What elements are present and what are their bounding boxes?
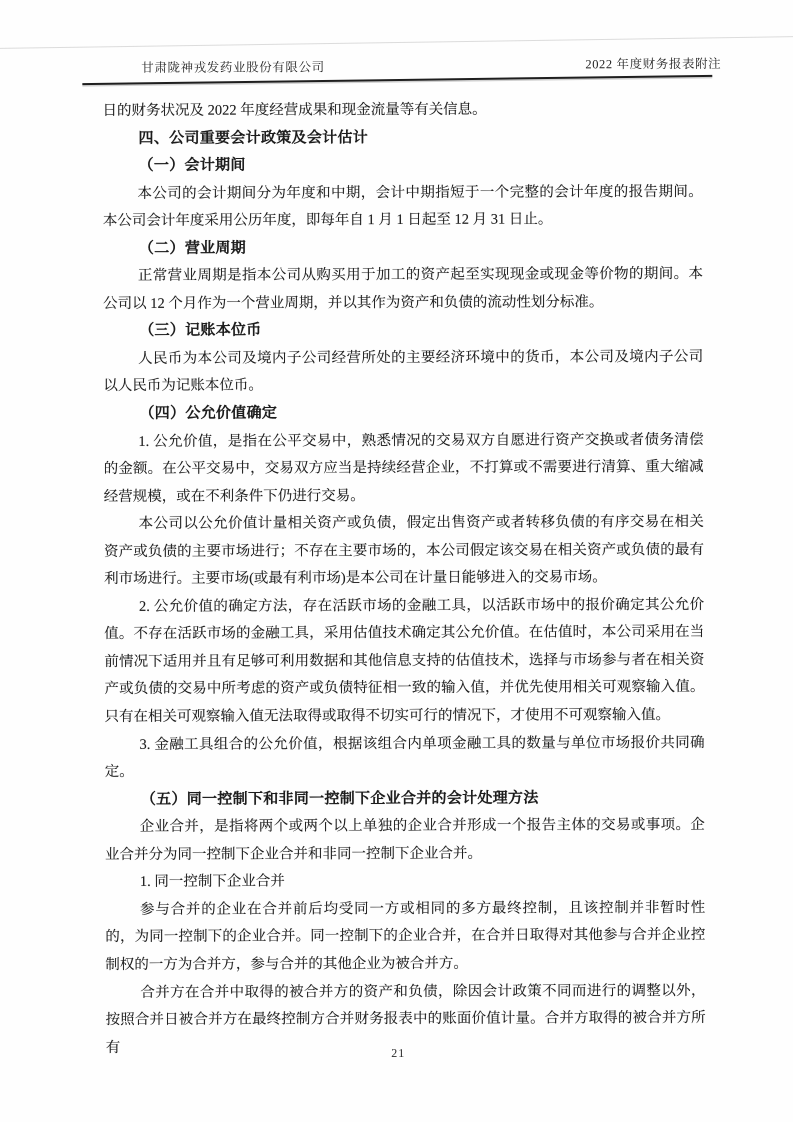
paragraph: 日的财务状况及 2022 年度经营成果和现金流量等有关信息。 — [102, 101, 487, 120]
paragraph: 正常营业周期是指本公司从购买用于加工的资产起至实现现金或现金等价物的期间。本公司以 12 个月作为一个营业周期，并以其作为资产和负债的流动性划分标准。 — [103, 266, 704, 312]
section-heading: （四）公允价值确定 — [139, 405, 278, 422]
paragraph: 3. 金融工具组合的公允价值，根据该组合内单项金融工具的数量与单位市场报价共同确定。 — [104, 734, 705, 781]
paragraph: 1. 公允价值，是指在公平交易中，熟悉情况的交易双方自愿进行资产交换或者债务清偿的金额。在公平交易中，交易双方应当是持续经营企业，不打算或不需要进行清算、重大缩减经营规模，或在不利条件下仍进行交易。 — [103, 431, 704, 505]
document-body — [102, 96, 705, 1062]
paragraph: 合并方在合并中取得的被合并方的资产和负债，除因会计政策不同而进行的调整以外，按照合并日被合并方在最终控制方合并财务报表中的账面价值计量。合并方取得的被合并方所有 — [105, 982, 706, 1056]
header-rule — [82, 75, 712, 85]
section-heading: （二）营业周期 — [138, 240, 247, 257]
paragraph: 本公司的会计期间分为年度和中期，会计中期指短于一个完整的会计年度的报告期间。本公司会计年度采用公历年度，即每年自 1 月 1 日起至 12 月 31 日止。 — [102, 183, 703, 230]
paragraph: 1. 同一控制下企业合并 — [139, 873, 285, 891]
section-heading: 四、公司重要会计政策及会计估计 — [138, 129, 369, 147]
paragraph: 参与合并的企业在合并前后均受同一方或相同的多方最终控制，且该控制并非暂时性的，为同一控制下的企业合并。同一控制下的企业合并，在合并日取得对其他参与合并企业控制权的一方为合并方，参与合并的其他企业为被合并方。 — [105, 899, 706, 973]
paragraph: 本公司以公允价值计量相关资产或负债，假定出售资产或者转移负债的有序交易在相关资产或负债的主要市场进行；不存在主要市场的，本公司假定该交易在相关资产或负债的最有利市场进行。主要市场(或最有利市场)是本公司在计量日能够进入的交易市场。 — [103, 514, 704, 588]
section-heading: （五）同一控制下和非同一控制下企业合并的会计处理方法 — [140, 790, 539, 808]
header-report-title: 2022 年度财务报表附注 — [585, 56, 722, 72]
section-heading: （一）会计期间 — [138, 157, 246, 174]
scan-artifact-line — [0, 36, 793, 50]
paragraph: 企业合并，是指将两个或两个以上单独的企业合并形成一个报告主体的交易或事项。企业合并分为同一控制下企业合并和非同一控制下企业合并。 — [104, 817, 705, 863]
paragraph: 2. 公允价值的确定方法，存在活跃市场的金融工具，以活跃市场中的报价确定其公允价值。不存在活跃市场的金融工具，采用估值技术确定其公允价值。在估值时，本公司采用在当前情况下适用并且有足够可利用数据和其他信息支持的估值技术，选择与市场参与者在相关资产或负债的交易中所考虑的资产或负债特征相一致的输入值，并优先使用相关可观察输入值。只有在相关可观察输入值无法取得或取得不切实可行的情况下，才使用不可观察输入值。 — [104, 596, 705, 726]
paragraph: 人民币为本公司及境内子公司经营所处的主要经济环境中的货币，本公司及境内子公司以人民币为记账本位币。 — [103, 348, 704, 395]
header-company-name: 甘肃陇神戎发药业股份有限公司 — [141, 60, 325, 75]
page-number: 21 — [391, 1045, 406, 1061]
section-heading: （三）记账本位币 — [139, 322, 262, 340]
